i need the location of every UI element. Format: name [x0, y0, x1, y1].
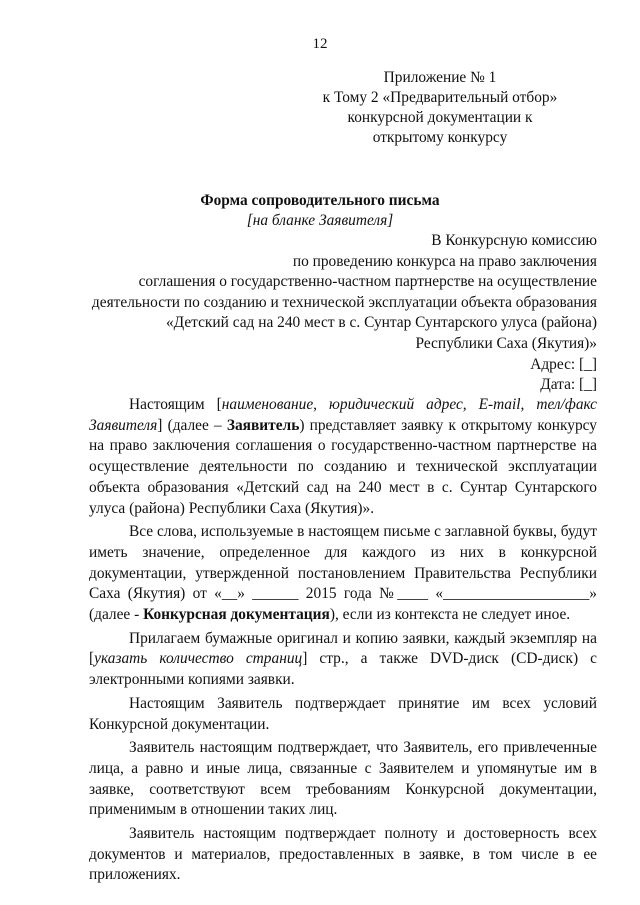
paragraph-text: ) представляет заявку к открытому конкурсу на право заключения соглашения о государственно-частном партнерстве на осуществление деятельности по созданию и технической эксплуатации объекта образования «Детский сад на 240 мест в с. Сунтар Сунтарского улуса (района) Республики Саха (Якутия)».: [89, 416, 597, 517]
paragraph-text: Прилагаем бумажные оригинал и копию заявки, каждый экземпляр на [: [89, 629, 597, 668]
letter-body: [89, 395, 597, 889]
form-title-block: [0, 191, 640, 231]
letter-paragraph: [89, 395, 597, 519]
paragraph-text: ] (далее –: [157, 416, 227, 434]
appendix-line: к Тому 2 «Предварительный отбор»: [322, 89, 558, 106]
paragraph-text: ] стр., а также DVD-диск (CD-диск) с электронными копиями заявки.: [89, 650, 597, 689]
addressee-line: по проведению конкурса на право заключения: [292, 252, 597, 270]
paragraph-text: ), если из контекста не следует иное.: [329, 606, 571, 624]
addressee-line: В Конкурсную комиссию: [431, 232, 597, 249]
appendix-line: конкурсной документации к: [347, 109, 533, 126]
paragraph-text: Заявитель настоящим подтверждает, что Заявитель, его привлеченные лица, а равно и иные лица, связанные с Заявителем и упомянутые им в заявке, соответствуют всем требованиям Конкурсной документации, применимым в отношении таких лиц.: [89, 739, 597, 819]
bold-term: Конкурсная документация: [143, 606, 330, 624]
letter-paragraph: [89, 522, 597, 626]
paragraph-text: Настоящим [: [129, 396, 222, 413]
appendix-header: [290, 68, 590, 148]
letter-paragraph: [89, 694, 597, 735]
appendix-line: Приложение № 1: [383, 69, 497, 86]
addressee-line: соглашения о государственно-частном партнерстве на осуществление: [138, 273, 597, 291]
letter-paragraph: [89, 629, 597, 691]
page-number: 12: [312, 36, 328, 52]
addressee-block: [37, 231, 597, 396]
addressee-line: «Детский сад на 240 мест в с. Сунтар Сунтарского улуса (района): [165, 314, 597, 332]
placeholder-text: указать количество страниц: [94, 650, 303, 668]
appendix-line: открытому конкурсу: [372, 129, 508, 146]
addressee-line: Республики Саха (Якутия)»: [415, 334, 597, 352]
date-line: Дата: [_]: [540, 376, 597, 394]
form-title: Форма сопроводительного письма: [200, 192, 440, 209]
addressee-line: деятельности по созданию и технической эксплуатации объекта образования: [91, 293, 597, 311]
letter-paragraph: [89, 738, 597, 821]
placeholder-text: наименование, юридический адрес, E-mail, тел/факс Заявителя: [89, 396, 597, 434]
address-line: Адрес: [_]: [530, 355, 597, 373]
paragraph-text: Все слова, используемые в настоящем письме с заглавной буквы, будут иметь значение, определенное для каждого из них в конкурсной документации, утвержденной постановлением Правительства Республики Саха (Якутия) от «__» ______ 2015 года №____ «___________________» (далее -: [89, 523, 597, 624]
paragraph-text: Заявитель настоящим подтверждает полноту и достоверность всех документов и материалов, предоставленных в заявке, в том числе в ее приложениях.: [89, 825, 597, 884]
form-subtitle: [на бланке Заявителя]: [246, 212, 394, 229]
bold-term: Заявитель: [226, 416, 300, 434]
letter-paragraph: [89, 824, 597, 886]
paragraph-text: Настоящим Заявитель подтверждает принятие им всех условий Конкурсной документации.: [89, 694, 597, 733]
